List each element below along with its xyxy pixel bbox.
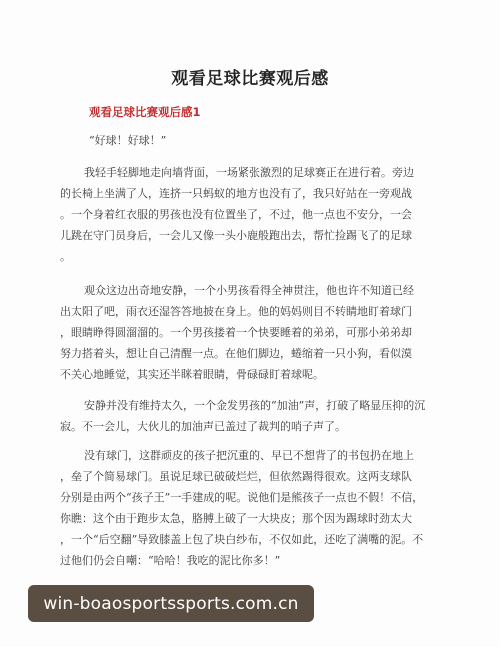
paragraph-line: 。一个身着红衣服的男孩也没有位置坐了，不过，他一点也不安分，一会 [60, 208, 412, 221]
paragraph-line: 过他们仍会自嘲：“哈哈！我吃的泥比你多！” [60, 554, 281, 567]
paragraph-line: 。 [60, 250, 71, 263]
paragraph-3 [60, 280, 440, 385]
paragraph-line: 安静并没有维持太久，一个金发男孩的“加油”声，打破了略显压抑的沉 [84, 399, 426, 412]
paragraph-line: 寂。不一会儿，大伙儿的加油声已盖过了裁判的哨子声了。 [60, 420, 346, 433]
section-heading: 观看足球比赛观后感1 [89, 105, 201, 119]
watermark-banner: win-boaosportssports.com.cn [28, 585, 314, 622]
paragraph-line: 没有球门，这群顽皮的孩子把沉重的、早已不想背了的书包扔在地上 [84, 449, 414, 462]
paragraph-2 [60, 162, 440, 267]
paragraph-line: 你瞧：这个由于跑步太急，胳膊上破了一大块皮；那个因为踢球时劲太大 [60, 512, 412, 525]
paragraph-line: ，垒了个简易球门。虽说足球已破破烂烂，但依然踢得很欢。这两支球队 [60, 470, 412, 483]
paragraph-line: 分别是由两个“孩子王”一手建成的呢。说他们是熊孩子一点也不假！不信， [60, 491, 424, 504]
paragraph-line: “好球！好球！” [89, 134, 167, 147]
paragraph-1 [89, 130, 469, 151]
paragraph-line: 儿跳在守门员身后，一会儿又像一头小鹿般跑出去，帮忙捡踢飞了的足球 [60, 229, 412, 242]
paragraph-line: ，眼睛睁得圆溜溜的。一个男孩搂着一个快要睡着的弟弟，可那小弟弟却 [60, 326, 412, 339]
document-title: 观看足球比赛观后感 [171, 69, 329, 89]
paragraph-line: 出太阳了吧，雨衣还湿答答地披在身上。他的妈妈则目不转睛地盯着球门 [60, 305, 412, 318]
paragraph-line: 不关心地睡觉，其实还半眯着眼睛，骨碌碌盯着球呢。 [60, 368, 324, 381]
paragraph-4 [60, 395, 440, 437]
paragraph-line: 我轻手轻脚地走向墙背面，一场紧张激烈的足球赛正在进行着。旁边 [84, 166, 414, 179]
paragraph-line: 观众这边出奇地安静，一个小男孩看得全神贯注，他也许不知道已经 [84, 284, 414, 297]
paragraph-line: ，一个“后空翻”导致膝盖上包了块白纱布，不仅如此，还吃了满嘴的泥。不 [60, 533, 424, 546]
paragraph-line: 的长椅上坐满了人，连挤一只蚂蚁的地方也没有了，我只好站在一旁观战 [60, 187, 412, 200]
paragraph-5 [60, 445, 440, 571]
paragraph-line: 努力搭着头，想让自己清醒一点。在他们脚边，蜷缩着一只小狗，看似漠 [60, 347, 412, 360]
